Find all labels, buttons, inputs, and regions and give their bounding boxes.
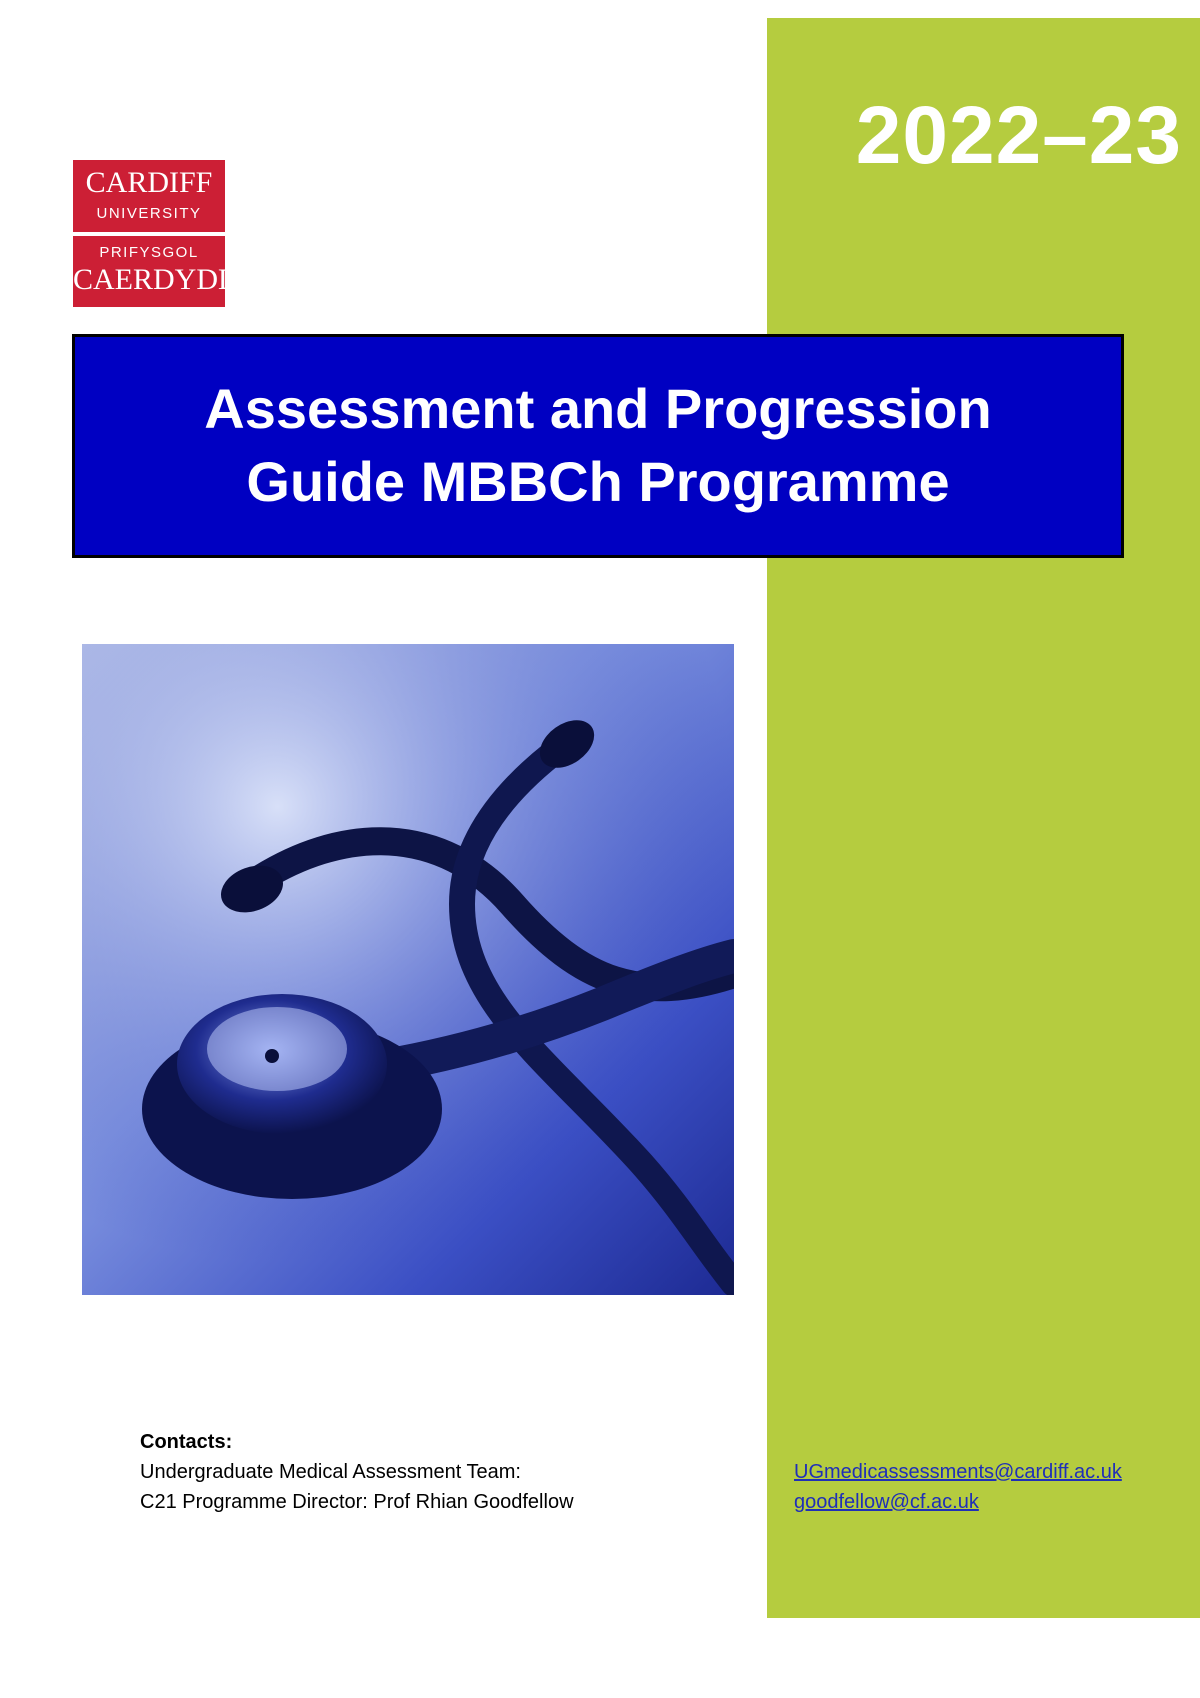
contacts-heading: Contacts:: [140, 1431, 233, 1453]
contact-director: C21 Programme Director: Prof Rhian Goodfellow: [140, 1491, 574, 1513]
stethoscope-icon: [82, 644, 734, 1295]
cardiff-university-logo: [73, 160, 240, 307]
logo-line-university: UNIVERSITY: [96, 205, 202, 222]
document-title: [148, 373, 1048, 519]
team-email-link[interactable]: UGmedicassessments@cardiff.ac.uk: [794, 1461, 1122, 1483]
contact-team: Undergraduate Medical Assessment Team:: [140, 1461, 521, 1483]
title-line-2: Guide MBBCh Programme: [246, 450, 950, 513]
stethoscope-photo: [82, 644, 734, 1295]
contact-emails: [794, 1457, 1194, 1517]
title-line-1: Assessment and Progression: [204, 377, 992, 441]
logo-line-prifysgol: PRIFYSGOL: [99, 244, 199, 261]
director-email-link[interactable]: goodfellow@cf.ac.uk: [794, 1491, 979, 1513]
green-sidebar-band: [767, 18, 1200, 1618]
contacts-block: [140, 1427, 740, 1517]
title-banner: [72, 334, 1124, 558]
logo-line-cardiff: CARDIFF: [85, 166, 213, 199]
academic-year: 2022–23: [855, 90, 1182, 181]
logo-line-caerdydd: CAERDYDD: [73, 263, 240, 296]
logo-divider: [73, 232, 225, 236]
